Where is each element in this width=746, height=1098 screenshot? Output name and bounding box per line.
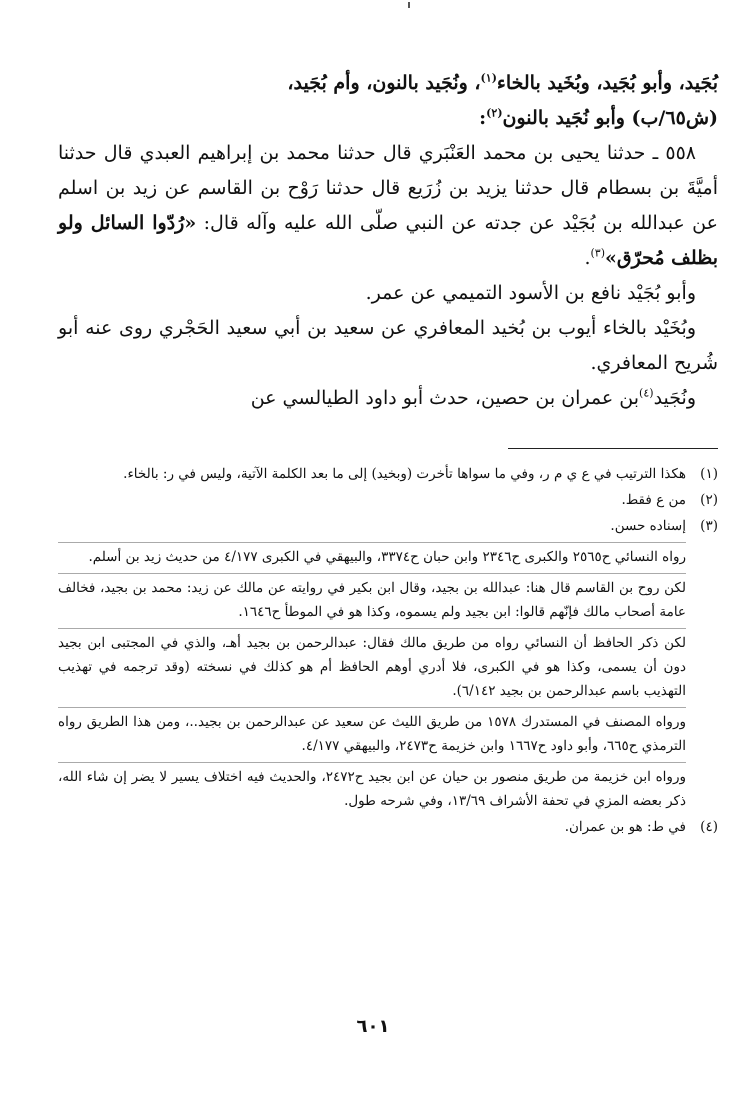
footnote-inner-divider bbox=[58, 573, 686, 574]
footnote-text: رواه النسائي ح٢٥٦٥ والكبرى ح٢٣٤٦ وابن حبان ح٣٣٧٤، والبيهقي في الكبرى ٤/١٧٧ من حديث زيد بن أسلم. bbox=[88, 549, 686, 565]
footnote-inner-divider bbox=[58, 762, 686, 763]
footnote-ref-4: (٤) bbox=[639, 386, 654, 400]
footnote-ref-3: (٣) bbox=[590, 246, 605, 260]
footnote-1 bbox=[58, 462, 718, 486]
footnote-body bbox=[58, 514, 686, 813]
heading-text-1b: ، ونُجَيد بالنون، وأم بُجَيد، bbox=[287, 72, 481, 94]
paragraph-bukhayd: وبُخَيْد بالخاء أيوب بن بُخيد المعافري عن سعيد بن أبي سعيد الحَجْري روى عنه أبو شُريح المعافري. bbox=[58, 317, 718, 374]
nujayd-text: بن عمران بن حصين، حدث أبو داود الطيالسي عن bbox=[250, 387, 640, 409]
footnote-3 bbox=[58, 514, 718, 813]
heading-colon: : bbox=[479, 107, 487, 129]
footnote-text: من ع فقط. bbox=[621, 492, 686, 508]
footnote-ref-1: (١) bbox=[480, 71, 497, 85]
hadith-period: . bbox=[584, 247, 591, 269]
footnote-inner-divider bbox=[58, 628, 686, 629]
footnote-text: في ط: هو بن عمران. bbox=[564, 819, 686, 835]
scan-edge-mark bbox=[408, 2, 410, 8]
main-text bbox=[58, 66, 718, 416]
footnote-separator bbox=[508, 448, 718, 449]
footnote-number: (٣) bbox=[700, 518, 718, 534]
heading-line-1 bbox=[58, 66, 718, 101]
footnote-number: (١) bbox=[700, 466, 718, 482]
footnote-body bbox=[58, 815, 686, 839]
page-number: ٦٠١ bbox=[356, 1016, 390, 1037]
footnote-inner-divider bbox=[58, 542, 686, 543]
footnote-text: لكن ذكر الحافظ أن النسائي رواه من طريق مالك فقال: عبدالرحمن بن بجيد أهـ، والذي في المجتبى ابن بجيد دون أن يسمى، وكذا هو في الكبرى، فلا أدري أوهم الحافظ أم هو كذلك في نسخته (وقد ترجمه في تهذيب التهذيب باسم عبدالرحمن بن بجيد ٦/١٤٢). bbox=[58, 635, 686, 699]
footnote-ref-2: (٢) bbox=[486, 106, 503, 120]
hadith-paragraph bbox=[58, 136, 718, 276]
hadith-isnad: ٥٥٨ ـ حدثنا يحيى بن محمد العَنْبَري قال حدثنا محمد بن إبراهيم العبدي قال حدثنا أميَّةَ بن بسطام قال حدثنا يزيد بن زُرَيع قال حدثنا رَوْح بن القاسم عن زيد بن اسلم عن عبدالله بن بُجَيْد عن جدته عن النبي صلّى الله عليه وآله قال: bbox=[58, 142, 718, 234]
footnote-text: لكن روح بن القاسم قال هنا: عبدالله بن بجيد، وقال ابن بكير في روايته عن مالك عن زيد: محمد بن بجيد، فخالف عامة أصحاب مالك فإنّهم قالوا: ابن بجيد ولم يسموه، وكذا هو في الموطأ ح١٦٤٦. bbox=[58, 580, 686, 620]
footnote-text: ورواه المصنف في المستدرك ١٥٧٨ من طريق الليث عن سعيد عن عبدالرحمن بن بجيد..، ومن هذا الطريق رواه الترمذي ح٦٦٥، وأبو داود ح١٦٦٧ وابن خزيمة ح٢٤٧٣، والبيهقي ٤/١٧٧. bbox=[58, 714, 686, 754]
footnote-4 bbox=[58, 815, 718, 839]
heading-line-2 bbox=[58, 101, 718, 136]
footnote-number: (٢) bbox=[700, 492, 718, 508]
footnotes bbox=[58, 462, 718, 841]
footnote-2 bbox=[58, 488, 718, 512]
footnote-body bbox=[58, 488, 686, 512]
paragraph-nujayd bbox=[58, 381, 718, 416]
footnote-number: (٤) bbox=[700, 819, 718, 835]
heading-text-2: (ش٦٥/ب) وأبو نُجَيد بالنون bbox=[502, 107, 718, 129]
heading-text-1: بُجَيد، وأبو بُجَيد، وبُخَيد بالخاء bbox=[496, 72, 718, 94]
footnote-text: إسناده حسن. bbox=[610, 518, 686, 534]
footnote-inner-divider bbox=[58, 707, 686, 708]
hadith-matn: «رُدّوا السائل ولو بظلف مُحرّق» bbox=[58, 212, 718, 269]
footnote-body bbox=[58, 462, 686, 486]
nujayd-word: ونُجَيد bbox=[653, 387, 696, 409]
footnote-text: ورواه ابن خزيمة من طريق منصور بن حيان عن ابن بجيد ح٢٤٧٢، والحديث فيه اختلاف يسير لا يضر إن شاء الله، ذكر بعضه المزي في تحفة الأشراف ١٣/٦٩، وفي شرحه طول. bbox=[58, 769, 686, 809]
paragraph-abu-bujayd: وأبو بُجَيْد نافع بن الأسود التميمي عن عمر. bbox=[365, 282, 696, 304]
footnote-text: هكذا الترتيب في ع ي م ر، وفي ما سواها تأخرت (وبخيد) إلى ما بعد الكلمة الآتية، وليس في ر: بالخاء. bbox=[123, 466, 686, 482]
